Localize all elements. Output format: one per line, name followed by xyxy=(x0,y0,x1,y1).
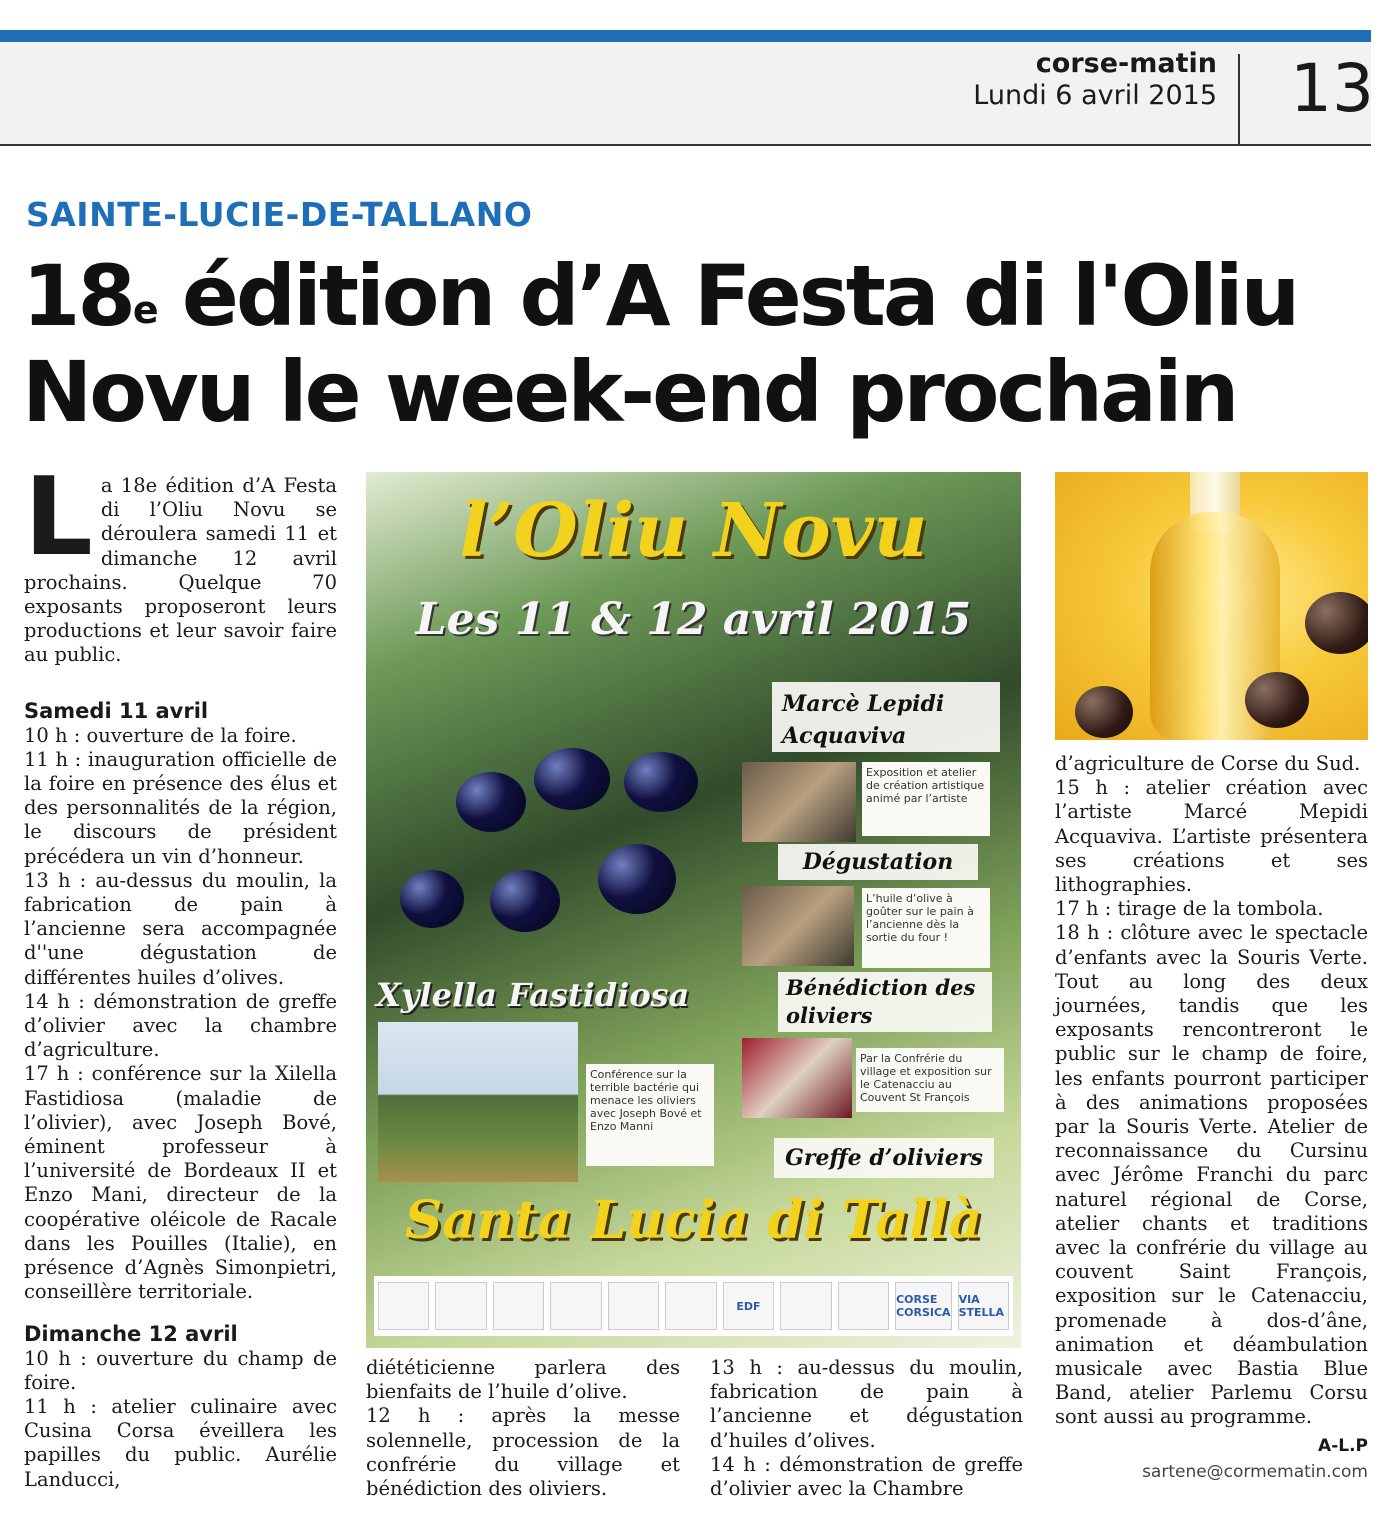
poster-degustation-desc: L’huile d’olive à goûter sur le pain à l’ancienne dès la sortie du four ! xyxy=(862,888,990,968)
poster-artist-desc: Exposition et atelier de création artistique animé par l’artiste xyxy=(862,762,990,836)
poster-benediction-desc: Par la Confrérie du village et exposition sur le Catenacciu au Couvent St François xyxy=(856,1048,1004,1112)
sponsor-logo xyxy=(550,1282,601,1330)
top-rule xyxy=(0,30,1371,42)
schedule-item: 13 h : au-dessus du moulin, fabrication de pain à l’ancienne et dégustation d’huiles d’olives. xyxy=(710,1356,1023,1452)
olive-image xyxy=(1245,672,1309,728)
masthead-divider xyxy=(1238,54,1240,144)
poster-sponsor-logos xyxy=(374,1276,1013,1336)
poster-artist-photo xyxy=(742,762,856,842)
olive-image xyxy=(1075,686,1133,738)
sponsor-logo-edf: EDF xyxy=(723,1282,774,1330)
masthead-publication xyxy=(973,48,1217,112)
olive-image xyxy=(624,752,698,812)
olive-oil-photo xyxy=(1055,472,1368,740)
sponsor-logo xyxy=(665,1282,716,1330)
article-kicker: SAINTE-LUCIE-DE-TALLANO xyxy=(26,195,533,234)
article-column-1 xyxy=(24,455,337,1492)
headline-text: édition d’A Festa di l'Oliu Novu le week-end prochain xyxy=(22,247,1298,441)
drop-cap: L xyxy=(24,455,93,580)
article-byline: A-L.P xyxy=(1318,1436,1368,1456)
schedule-item: 17 h : conférence sur la Xilella Fastidiosa (maladie de l’olivier), avec Joseph Bové, éminent professeur à l’université de Bordeaux II et Enzo Mani, directeur de la coopérative oléicole de Racale dans les Pouilles (Italie), en présence d’Agnès Simonpietri, conseillère territoriale. xyxy=(24,1062,337,1304)
article-headline xyxy=(22,248,1372,440)
sponsor-logo xyxy=(378,1282,429,1330)
poster-dates: Les 11 & 12 avril 2015 xyxy=(415,594,972,645)
sponsor-logo-corse: CORSE CORSICA xyxy=(895,1282,951,1330)
sponsor-logo xyxy=(435,1282,486,1330)
headline-number: 18 xyxy=(22,247,133,345)
schedule-item: 11 h : inauguration officielle de la foire en présence des élus et des personnalités de la région, le discours de président précédera un vin d’honneur. xyxy=(24,747,337,868)
olive-image xyxy=(490,870,560,932)
poster-degustation-photo xyxy=(742,886,854,966)
article-column-2 xyxy=(366,1356,680,1501)
poster-benediction-photo xyxy=(742,1038,852,1118)
schedule-item: 12 h : après la messe solennelle, procession de la confrérie du village et bénédiction des oliviers. xyxy=(366,1404,680,1501)
contact-email[interactable]: sartene@cormematin.com xyxy=(1142,1462,1368,1482)
schedule-item: diététicienne parlera des bienfaits de l’huile d’olive. xyxy=(366,1356,680,1404)
samedi-heading: Samedi 11 avril xyxy=(24,698,209,723)
poster-benediction: Bénédiction des oliviers xyxy=(778,972,992,1032)
schedule-item: 10 h : ouverture de la foire. xyxy=(24,723,297,747)
lead-paragraph xyxy=(24,455,337,668)
publication-date: Lundi 6 avril 2015 xyxy=(973,80,1217,111)
schedule-item: d’agriculture de Corse du Sud. xyxy=(1055,752,1361,775)
sponsor-logo xyxy=(838,1282,889,1330)
schedule-item: 14 h : démonstration de greffe d’olivier avec la Chambre xyxy=(710,1452,1023,1501)
schedule-item: 17 h : tirage de la tombola. xyxy=(1055,897,1324,921)
poster-degustation: Dégustation xyxy=(778,844,978,880)
poster-title: l’Oliu Novu xyxy=(459,488,928,574)
poster-olive-tree-photo xyxy=(378,1022,578,1182)
olive-image xyxy=(534,748,610,810)
poster-place: Santa Lucia di Tallà xyxy=(404,1190,983,1251)
festival-poster xyxy=(366,472,1021,1348)
schedule-item: 10 h : ouverture du champ de foire. xyxy=(24,1346,337,1394)
poster-conference-desc: Conférence sur la terrible bactérie qui menace les oliviers avec Joseph Bové et Enzo Manni xyxy=(586,1064,714,1166)
publication-name: corse-matin xyxy=(1035,48,1217,79)
dimanche-heading: Dimanche 12 avril xyxy=(24,1321,238,1346)
schedule-item: 18 h : clôture avec le spectacle d’enfants avec la Souris Verte. Tout au long des deux journées, tandis que les exposants rencontreront le public sur le champ de foire, les enfants pourront participer à des animations proposées par la Souris Verte. Atelier de reconnaissance du Cursinu avec Jérôme Franchi du parc naturel régional de Corse, atelier chants et traditions avec la confrérie du village au couvent Saint François, exposition sur le Catenacciu, promenade à dos-d’âne, animation et déambulation musicale avec Bastia Blue Band, atelier Parlemu Corsu sont aussi au programme. xyxy=(1055,921,1368,1429)
article-column-4 xyxy=(1055,752,1368,1430)
poster-greffe: Greffe d’oliviers xyxy=(774,1138,994,1178)
olive-image xyxy=(456,772,526,832)
schedule-item: 11 h : atelier culinaire avec Cusina Corsa éveillera les papilles du public. Aurélie Landucci, xyxy=(24,1394,337,1491)
poster-xylella: Xylella Fastidiosa xyxy=(376,976,690,1014)
olive-image xyxy=(1305,592,1368,654)
page-number: 13 xyxy=(1290,50,1374,127)
schedule-item: 14 h : démonstration de greffe d’olivier avec la chambre d’agriculture. xyxy=(24,989,337,1062)
schedule-item: 15 h : atelier création avec l’artiste Marcé Mepidi Acquaviva. L’artiste présentera ses créations et ses lithographies. xyxy=(1055,776,1368,897)
lead-text: a 18e édition d’A Festa di l’Oliu Novu se déroulera samedi 11 et dimanche 12 avril prochains. Quelque 70 exposants proposeront leurs productions et leur savoir faire au public. xyxy=(24,474,337,667)
article-column-3 xyxy=(710,1356,1023,1501)
sponsor-logo xyxy=(493,1282,544,1330)
sponsor-logo xyxy=(608,1282,659,1330)
sponsor-logo xyxy=(780,1282,831,1330)
schedule-item: 13 h : au-dessus du moulin, la fabrication de pain à l’ancienne sera accompagnée d''une dégustation de différentes huiles d’olives. xyxy=(24,868,337,989)
poster-artist: Marcè Lepidi Acquaviva xyxy=(772,682,1000,752)
olive-image xyxy=(598,844,676,914)
sponsor-logo-via-stella: VIA STELLA xyxy=(958,1282,1009,1330)
olive-image xyxy=(400,870,464,928)
headline-superscript: e xyxy=(132,288,156,332)
